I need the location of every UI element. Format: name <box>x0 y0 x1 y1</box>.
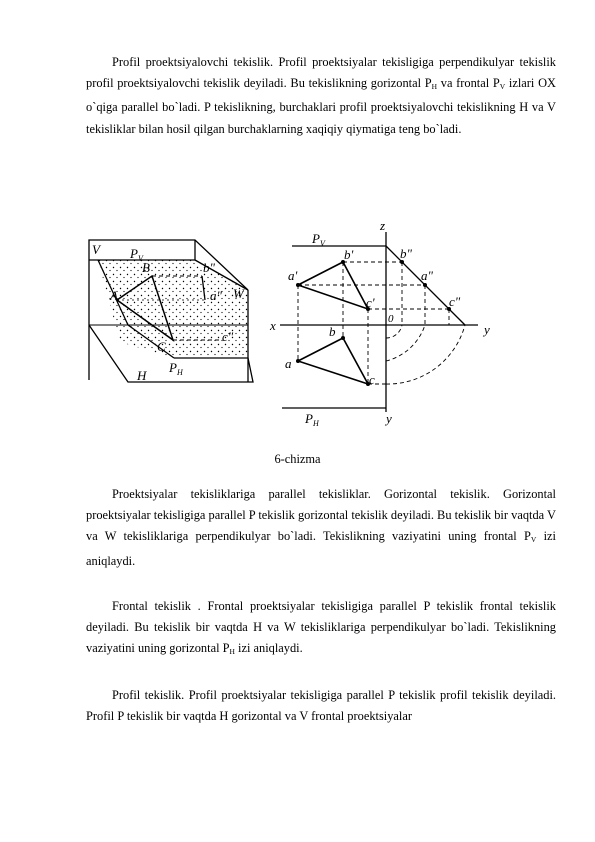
label-o: 0 <box>388 313 394 325</box>
label-y-bottom: y <box>386 411 392 426</box>
label-a1: a' <box>288 268 298 283</box>
frontal-projection <box>298 262 368 309</box>
label-a2-right: a" <box>421 268 433 283</box>
label-b2-right: b" <box>400 246 412 261</box>
label-ph: $P_H$ <box>169 360 183 377</box>
label-a: A <box>110 288 118 303</box>
label-y: y <box>484 322 490 337</box>
label-b: B <box>142 260 150 275</box>
label-b1: b' <box>344 247 354 262</box>
label-c2-right: c" <box>449 294 461 309</box>
orthographic-labels <box>269 218 490 428</box>
label-z: z <box>380 218 386 233</box>
label-b2: b" <box>203 260 215 275</box>
label-c: C <box>157 339 166 354</box>
label-w: W <box>233 286 244 301</box>
label-h: H <box>137 368 147 383</box>
paragraph-profile-parallel-plane: Profil tekislik. Profil proektsiyalar tekisligiga parallel P tekislik profil tekislik deyiladi. Profil P tekislik bir vaqtda H gorizontal va V frontal proektsiyalar <box>86 688 556 724</box>
label-x: x <box>270 318 276 333</box>
label-c1: c' <box>366 295 375 310</box>
label-a-lower: a <box>285 356 292 371</box>
label-ph-right: $P_H$ <box>305 411 319 428</box>
orthographic-drawing <box>280 232 478 412</box>
label-pv: $P_V$ <box>130 246 143 263</box>
figure-caption: 6-chizma <box>274 452 321 466</box>
label-v: V <box>92 242 100 257</box>
paragraph-frontal-plane: Frontal tekislik . Frontal proektsiyalar tekisligiga parallel P tekislik frontal tekislik deyiladi. Bu tekislik bir vaqtda H va W tekisliklariga perpendikulyar bo`ladi. Tekislikning vaziyatini uning gorizontal $P_H$ izi aniqlaydi. <box>86 599 556 657</box>
horizontal-projection <box>298 338 368 384</box>
label-b: b <box>329 324 336 339</box>
label-c-lower: c <box>369 372 375 387</box>
label-a2: a" <box>210 288 222 303</box>
label-c2: c" <box>222 329 234 344</box>
paragraph-profile-plane: Profil proektsiyalovchi tekislik. Profil proektsiyalar tekisligiga perpendikulyar tekislik profil proektsiyalovchi tekislik deyiladi. Bu tekislikning gorizontal $P_H$ va frontal $P_V$ izlari OX o`qiga parallel bo`ladi. P tekislikning, burchaklari profil proektsiyalovchi tekislikning H va V tekisliklar bilan hosil qilgan burchaklarning xaqiqiy qiymatiga teng bo`ladi. <box>86 55 556 136</box>
label-pv-right: $P_V$ <box>312 231 325 248</box>
paragraph-horizontal-plane: Proektsiyalar tekisliklariga parallel tekisliklar. Gorizontal tekislik. Gorizontal proektsiyalar tekisligiga parallel P tekislik gorizontal tekislik deyiladi. Bu tekislik bir vaqtda V va W tekisliklariga perpendikulyar bo`ladi. Tekislikning vaziyatini uning frontal $P_V$ izi aniqlaydi. <box>86 487 556 568</box>
